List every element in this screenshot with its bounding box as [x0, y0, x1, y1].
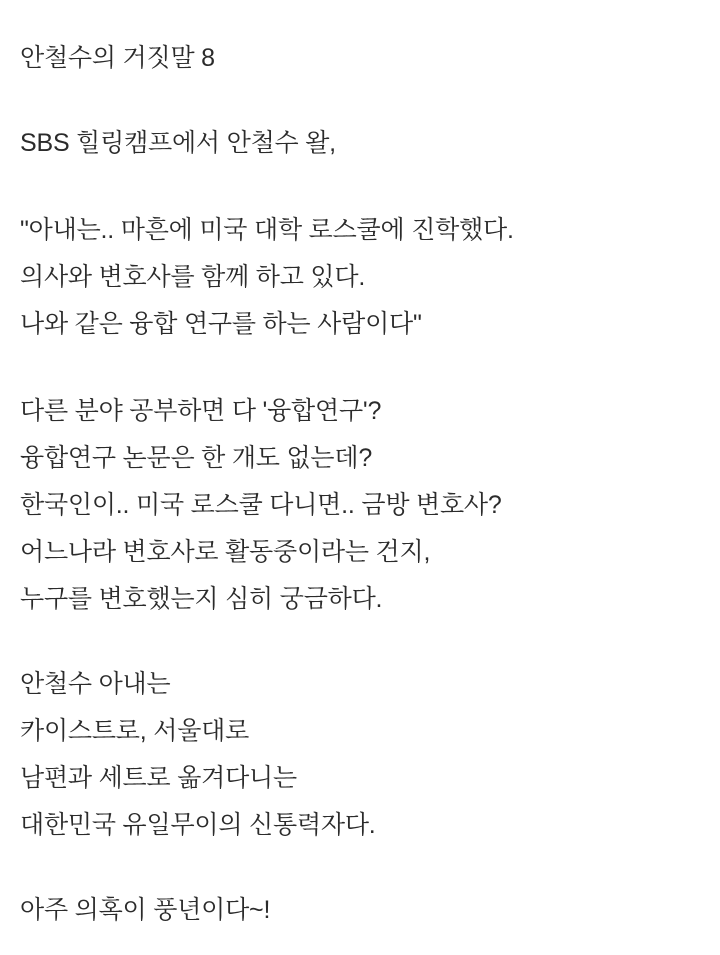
quote-block	[20, 207, 696, 348]
wife-line-4: 대한민국 유일무이의 신통력자다.	[20, 811, 376, 839]
question-line-2: 융합연구 논문은 한 개도 없는데?	[20, 444, 373, 472]
title-block	[20, 38, 696, 78]
question-line-5: 누구를 변호했는지 심히 궁금하다.	[20, 585, 383, 613]
wife-line-2: 카이스트로, 서울대로	[20, 717, 250, 745]
page-title: 안철수의 거짓말 8	[20, 44, 215, 72]
wife-line-3: 남편과 세트로 옮겨다니는	[20, 764, 297, 792]
closing-block	[20, 887, 696, 934]
wife-line-1: 안철수 아내는	[20, 670, 171, 698]
question-line-3: 한국인이.. 미국 로스쿨 다니면.. 금방 변호사?	[20, 491, 502, 519]
intro-block	[20, 120, 696, 167]
question-line-1: 다른 분야 공부하면 다 '융합연구'?	[20, 397, 382, 425]
intro-line: SBS 힐링캠프에서 안철수 왈,	[20, 129, 336, 157]
quote-line-2: 의사와 변호사를 함께 하고 있다.	[20, 263, 366, 291]
question-line-4: 어느나라 변호사로 활동중이라는 건지,	[20, 538, 431, 566]
questions-block	[20, 388, 696, 623]
quote-line-1: "아내는.. 마흔에 미국 대학 로스쿨에 진학했다.	[20, 216, 514, 244]
quote-line-3: 나와 같은 융합 연구를 하는 사람이다"	[20, 310, 422, 338]
closing-line: 아주 의혹이 풍년이다~!	[20, 896, 271, 924]
wife-block	[20, 661, 696, 849]
